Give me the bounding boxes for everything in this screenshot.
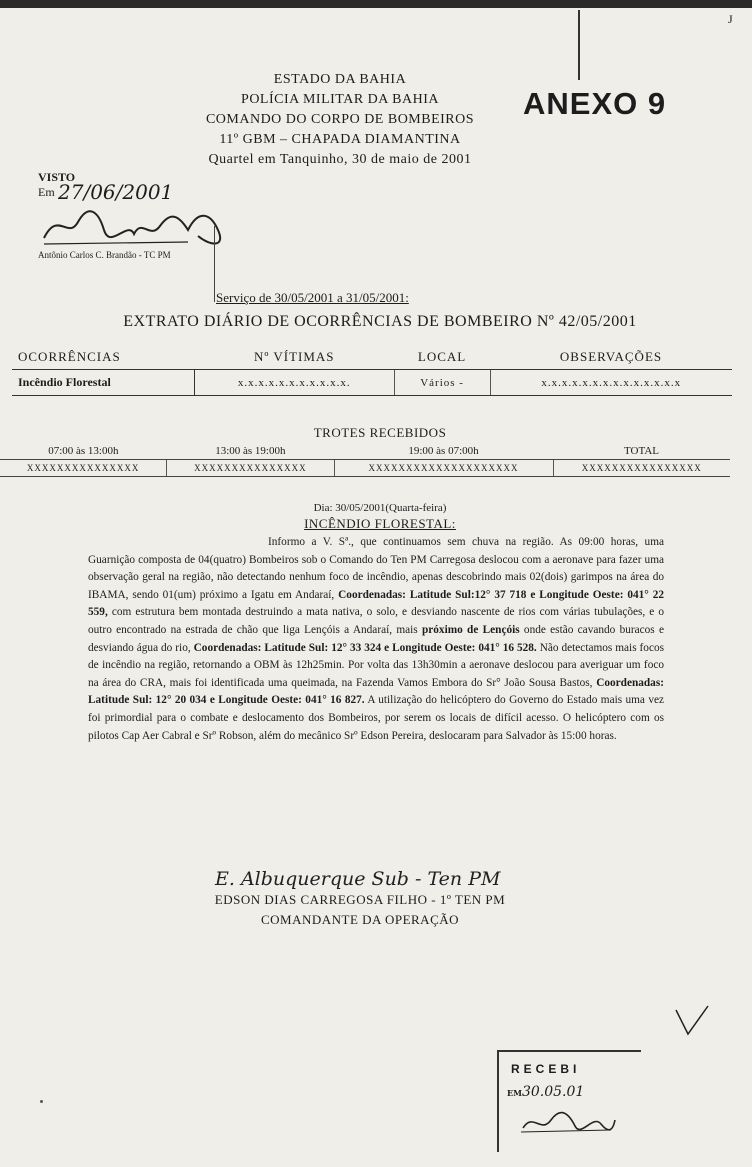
header-state: ESTADO DA BAHIA bbox=[273, 72, 407, 87]
report-body bbox=[88, 534, 664, 745]
visto-label: VISTO bbox=[38, 170, 76, 184]
table-row bbox=[12, 370, 732, 396]
report-day: Dia: 30/05/2001(Quarta-feira) bbox=[313, 502, 447, 514]
corner-mark: J bbox=[728, 12, 733, 26]
visto-em: Em bbox=[38, 185, 55, 199]
coord-1-value: 12° 37 718 e Longitude Oeste: 041° 22 559, bbox=[88, 588, 665, 619]
visto-divider bbox=[214, 226, 215, 302]
extract-title: EXTRATO DIÁRIO DE OCORRÊNCIAS DE BOMBEIRO Nº 42/05/2001 bbox=[123, 313, 637, 330]
cell-victims: x.x.x.x.x.x.x.x.x.x.x. bbox=[194, 370, 394, 396]
report-para-2c: onde estão cavando buracos e desviando água do rio, bbox=[88, 623, 665, 654]
header-place-date: Quartel em Tanquinho, 30 de maio de 2001 bbox=[208, 152, 472, 167]
header-shift-3: 19:00 às 07:00h bbox=[334, 443, 553, 460]
occurrences-table bbox=[12, 345, 732, 396]
prank-calls-title: TROTES RECEBIDOS bbox=[313, 425, 447, 440]
stamp-date-value: 30.05.01 bbox=[521, 1084, 585, 1100]
stamp-date bbox=[507, 1084, 584, 1100]
header-police: POLÍCIA MILITAR DA BAHIA bbox=[241, 92, 439, 107]
header-shift-2: 13:00 às 19:00h bbox=[167, 443, 334, 460]
report-para-2: com estrutura bem montada destruindo a mata nativa, o solo, e desviando nascente de rios com várias tubulações, e o outro encontrado na estrada de chão que liga Lençóis a Andaraí, mais bbox=[88, 606, 664, 636]
scan-border bbox=[0, 0, 752, 8]
cell-shift-2: XXXXXXXXXXXXXXX bbox=[167, 460, 334, 477]
cell-shift-1: XXXXXXXXXXXXXXX bbox=[0, 460, 167, 477]
header-unit: 11º GBM – CHAPADA DIAMANTINA bbox=[219, 132, 461, 147]
cell-shift-3: XXXXXXXXXXXXXXXXXXXX bbox=[334, 460, 553, 477]
annex-label: ANEXO 9 bbox=[523, 86, 667, 121]
report-para-4: A utilização do helicóptero do Governo do Estado mais uma vez foi primordial para o combate e deslocamento dos Bombeiros, por serem os locais de difícil acesso. O helicóptero com os pilotos Cap Aer Cabral e Srº Robson, além do mecânico Srº Edson Pereira, deslocaram para Salvador às 15:00 horas. bbox=[88, 694, 664, 742]
visto-block bbox=[38, 170, 238, 204]
visto-date: 27/06/2001 bbox=[58, 180, 174, 204]
received-stamp bbox=[497, 1050, 641, 1152]
stamp-signature bbox=[519, 1108, 619, 1138]
header-occurrences: OCORRÊNCIAS bbox=[12, 345, 194, 370]
stamp-em: EM bbox=[507, 1088, 522, 1098]
visto-officer-name: Antônio Carlos C. Brandão - TC PM bbox=[38, 250, 171, 260]
cell-observations: x.x.x.x.x.x.x.x.x.x.x.x.x.x bbox=[490, 370, 732, 396]
signatory-role: COMANDANTE DA OPERAÇÃO bbox=[260, 912, 460, 927]
header-victims: Nº VÍTIMAS bbox=[194, 345, 394, 370]
header-shift-1: 07:00 às 13:00h bbox=[0, 443, 167, 460]
occurrences-header-row bbox=[12, 345, 732, 370]
header-command: COMANDO DO CORPO DE BOMBEIROS bbox=[205, 112, 475, 127]
report-para-2-bold: próximo de Lençóis bbox=[421, 623, 520, 636]
coord-2-label: Coordenadas: Latitude Sul: bbox=[193, 641, 329, 654]
coord-1-label: Coordenadas: Latitude Sul: bbox=[338, 588, 475, 601]
report-para-1: Informo a V. Sª., que continuamos sem chuva na região. As 09:00 horas, uma Guarnição composta de 04(quatro) Bombeiros sob o Comando do Ten PM Carregosa deslocou com a aeronave para fazer uma observação geral na região, não detectando nenhum foco de incêndio, apenas descobrindo mais 02(dois) garimpos na área do IBAMA, sendo 01(um) próximo a Igatu em Andaraí, bbox=[88, 536, 664, 601]
coord-3: Coordenadas: Latitude Sul: 12° 20 034 e Longitude Oeste: 041° 16 827. bbox=[88, 676, 664, 707]
header-observations: OBSERVAÇÕES bbox=[490, 345, 732, 370]
cell-location: Vários - bbox=[394, 370, 490, 396]
header-location: LOCAL bbox=[394, 345, 490, 370]
table-row bbox=[0, 460, 730, 477]
signatory-name: EDSON DIAS CARREGOSA FILHO - 1º TEN PM bbox=[214, 892, 506, 907]
scan-speck bbox=[40, 1100, 43, 1103]
check-mark-icon bbox=[672, 1000, 712, 1040]
stamp-title: RECEBI bbox=[511, 1062, 581, 1076]
cell-occurrence: Incêndio Florestal bbox=[12, 370, 194, 396]
report-section-title: INCÊNDIO FLORESTAL: bbox=[304, 516, 456, 531]
handwritten-signature: E. Albuquerque Sub - Ten PM bbox=[215, 868, 501, 890]
margin-line bbox=[578, 10, 580, 80]
report-para-3: Não detectamos mais focos de incêndio na região, retornando a OBM às 12h25min. Por volta das 13h30min a aeronave deslocou para averiguar um foco na área do CRA, mais foi identificada uma queimada, na Fazenda Vamos Embora do Sr° João Sousa Bastos, bbox=[88, 641, 665, 689]
prank-calls-header-row bbox=[0, 443, 730, 460]
prank-calls-table bbox=[0, 443, 730, 477]
visto-signature bbox=[38, 200, 238, 250]
service-period: Serviço de 30/05/2001 a 31/05/2001: bbox=[216, 290, 409, 305]
coord-2-value: 12° 33 324 e Longitude Oeste: 041° 16 528. bbox=[331, 641, 537, 654]
letterhead bbox=[170, 70, 510, 170]
cell-total: XXXXXXXXXXXXXXXX bbox=[553, 460, 730, 477]
header-total: TOTAL bbox=[553, 443, 730, 460]
